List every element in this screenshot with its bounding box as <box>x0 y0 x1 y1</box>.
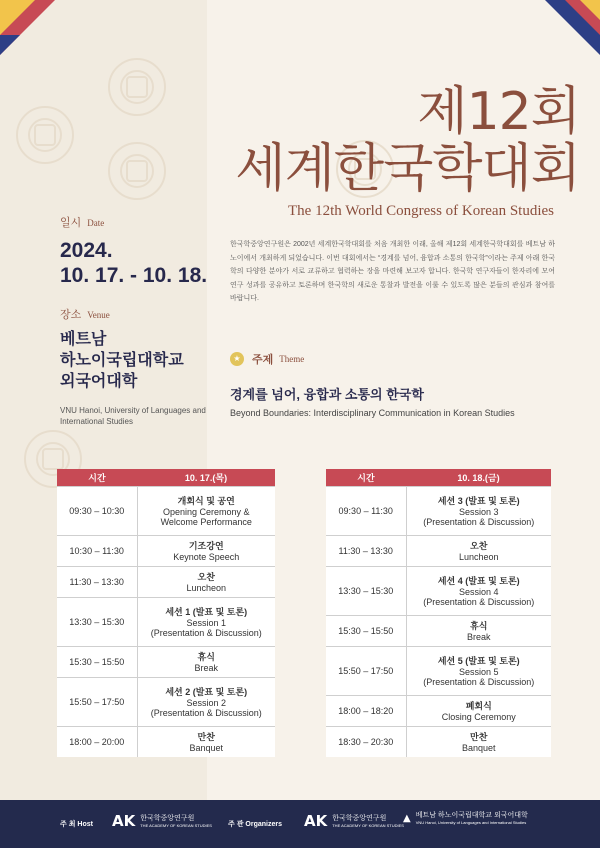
aks-logo-name: 한국학중앙연구원 <box>332 814 387 822</box>
session-title-en: Session 2 (Presentation & Discussion) <box>150 698 262 718</box>
aks-logo-icon: AK <box>112 812 136 830</box>
session-title-ko: 오찬 <box>197 572 215 582</box>
date-label: 일시 Date <box>60 217 105 229</box>
day-2-column-header: 10. 18.(금) <box>406 469 551 486</box>
session-title-en: Luncheon <box>458 552 499 562</box>
event-date: 2024. 10. 17. - 10. 18. <box>60 239 208 287</box>
session-title-ko: 폐회식 <box>465 701 492 711</box>
time-column-header: 시간 <box>57 469 137 486</box>
schedule-row <box>326 615 551 646</box>
session-time: 15:50 – 17:50 <box>57 677 137 726</box>
theme-label: ★ 주제 Theme <box>230 351 304 367</box>
schedule-row <box>326 646 551 695</box>
schedule-row <box>57 597 275 646</box>
theme-title-en: Beyond Boundaries: Interdisciplinary Communication in Korean Studies <box>230 408 515 418</box>
session-cell <box>406 726 551 757</box>
vnu-logo <box>403 812 528 825</box>
session-title-en: Luncheon <box>186 583 227 593</box>
organizers-footer <box>0 800 600 848</box>
session-time: 10:30 – 11:30 <box>57 535 137 566</box>
venue-label: 장소 Venue <box>60 309 110 321</box>
venue-name-en: VNU Hanoi, University of Languages and International Studies <box>60 406 206 426</box>
schedule-row <box>57 535 275 566</box>
session-time: 09:30 – 10:30 <box>57 486 137 535</box>
session-time: 18:30 – 20:30 <box>326 726 406 757</box>
session-cell <box>406 486 551 535</box>
session-title-ko: 기조강연 <box>188 541 224 551</box>
session-cell <box>137 566 275 597</box>
host-label: 주 최 Host <box>60 821 93 828</box>
aks-logo-subtitle: THE ACADEMY OF KOREAN STUDIES <box>140 822 212 828</box>
session-cell <box>406 615 551 646</box>
session-title-ko: 휴식 <box>470 621 488 631</box>
session-cell <box>137 597 275 646</box>
session-title-en: Session 4 (Presentation & Discussion) <box>423 587 535 607</box>
session-title-ko: 세션 2 (발표 및 토론) <box>165 687 248 697</box>
schedule-row <box>57 486 275 535</box>
theme-title: 경계를 넘어, 융합과 소통의 한국학 <box>230 387 424 402</box>
schedule-day-1 <box>57 469 275 757</box>
session-cell <box>406 566 551 615</box>
session-cell <box>137 535 275 566</box>
session-title-ko: 세션 1 (발표 및 토론) <box>165 607 248 617</box>
schedule-day-2 <box>326 469 551 757</box>
schedule-row <box>326 566 551 615</box>
venue-name: 베트남 하노이국립대학교 외국어대학 <box>60 331 184 390</box>
session-title-ko: 만찬 <box>197 732 215 743</box>
session-time: 11:30 – 13:30 <box>57 566 137 597</box>
vnu-logo-icon: ▲ <box>403 813 411 824</box>
introduction-text: 한국학중앙연구원은 2002년 세계한국학대회를 처음 개최한 이래, 올해 제12회 세계한국학대회를 베트남 하노이에서 개최하게 되었습니다. 이번 대회에서는 “경계를 넘어, 융합과 소통의 한국학”이라는 주제 아래 한국학의 다양한 분야가 서로 교류하고 협력하는 장을 마련해 보고자 합니다. 한국학 연구자들이 한자리에 모여 연구 성과를 공유하고 토론하며 한국학의 새로운 통찰과 발전을 이룰 수 있도록 많은 분들의 관심과 참여를 바랍니다. <box>230 241 555 302</box>
session-title-ko: 세션 5 (발표 및 토론) <box>437 656 520 666</box>
congress-title-en: The 12th World Congress of Korean Studies <box>288 203 554 219</box>
session-time: 18:00 – 18:20 <box>326 695 406 726</box>
session-title-en: Session 1 (Presentation & Discussion) <box>150 618 262 638</box>
session-time: 18:00 – 20:00 <box>57 726 137 757</box>
session-title-en: Banquet <box>189 743 224 754</box>
session-title-ko: 세션 4 (발표 및 토론) <box>437 576 520 586</box>
time-column-header: 시간 <box>326 469 406 486</box>
session-time: 11:30 – 13:30 <box>326 535 406 566</box>
decorative-motif <box>108 58 166 116</box>
badge-icon: ★ <box>230 352 244 366</box>
session-title-en: Break <box>466 632 491 642</box>
decorative-motif <box>108 142 166 200</box>
session-title-en: Keynote Speech <box>173 552 240 562</box>
session-title-ko: 개회식 및 공연 <box>177 496 235 506</box>
session-time: 15:30 – 15:50 <box>57 646 137 677</box>
session-title-ko: 세션 3 (발표 및 토론) <box>437 496 520 506</box>
schedule-row <box>57 677 275 726</box>
session-time: 09:30 – 11:30 <box>326 486 406 535</box>
decorative-motif <box>16 106 74 164</box>
schedule-row <box>326 486 551 535</box>
session-cell <box>406 535 551 566</box>
vnu-logo-subtitle: VNU Hanoi, University of Languages and International Studies <box>415 820 527 825</box>
session-title-ko: 휴식 <box>197 652 215 662</box>
schedule-row <box>326 726 551 757</box>
session-cell <box>137 726 275 757</box>
corner-decoration <box>0 0 55 55</box>
session-title-en: Closing Ceremony <box>441 712 516 722</box>
aks-logo <box>112 812 212 830</box>
day-1-column-header: 10. 17.(목) <box>137 469 275 486</box>
aks-logo-subtitle: THE ACADEMY OF KOREAN STUDIES <box>332 822 404 828</box>
aks-logo-icon: AK <box>304 812 328 830</box>
schedule-row <box>326 695 551 726</box>
aks-logo-name: 한국학중앙연구원 <box>140 814 195 822</box>
schedule-row <box>326 535 551 566</box>
session-title-ko: 만찬 <box>470 732 488 743</box>
schedule-row <box>57 726 275 757</box>
schedule-row <box>57 646 275 677</box>
session-time: 13:30 – 15:30 <box>57 597 137 646</box>
aks-logo <box>304 812 404 830</box>
congress-title: 제12회 세계한국학대회 <box>235 82 580 199</box>
session-time: 15:30 – 15:50 <box>326 615 406 646</box>
session-cell <box>406 695 551 726</box>
session-title-en: Banquet <box>461 743 496 754</box>
session-cell <box>137 486 275 535</box>
session-time: 13:30 – 15:30 <box>326 566 406 615</box>
vnu-logo-name: 베트남 하노이국립대학교 외국어대학 <box>415 812 528 819</box>
session-cell <box>406 646 551 695</box>
organizers-label: 주 관 Organizers <box>228 821 282 828</box>
session-title-en: Session 5 (Presentation & Discussion) <box>423 667 535 687</box>
session-title-en: Break <box>194 663 218 673</box>
session-title-en: Session 3 (Presentation & Discussion) <box>423 507 535 527</box>
corner-decoration <box>545 0 600 55</box>
session-title-ko: 오찬 <box>470 541 488 551</box>
session-cell <box>137 677 275 726</box>
session-cell <box>137 646 275 677</box>
session-time: 15:50 – 17:50 <box>326 646 406 695</box>
schedule-row <box>57 566 275 597</box>
session-title-en: Opening Ceremony & Welcome Performance <box>160 507 252 527</box>
